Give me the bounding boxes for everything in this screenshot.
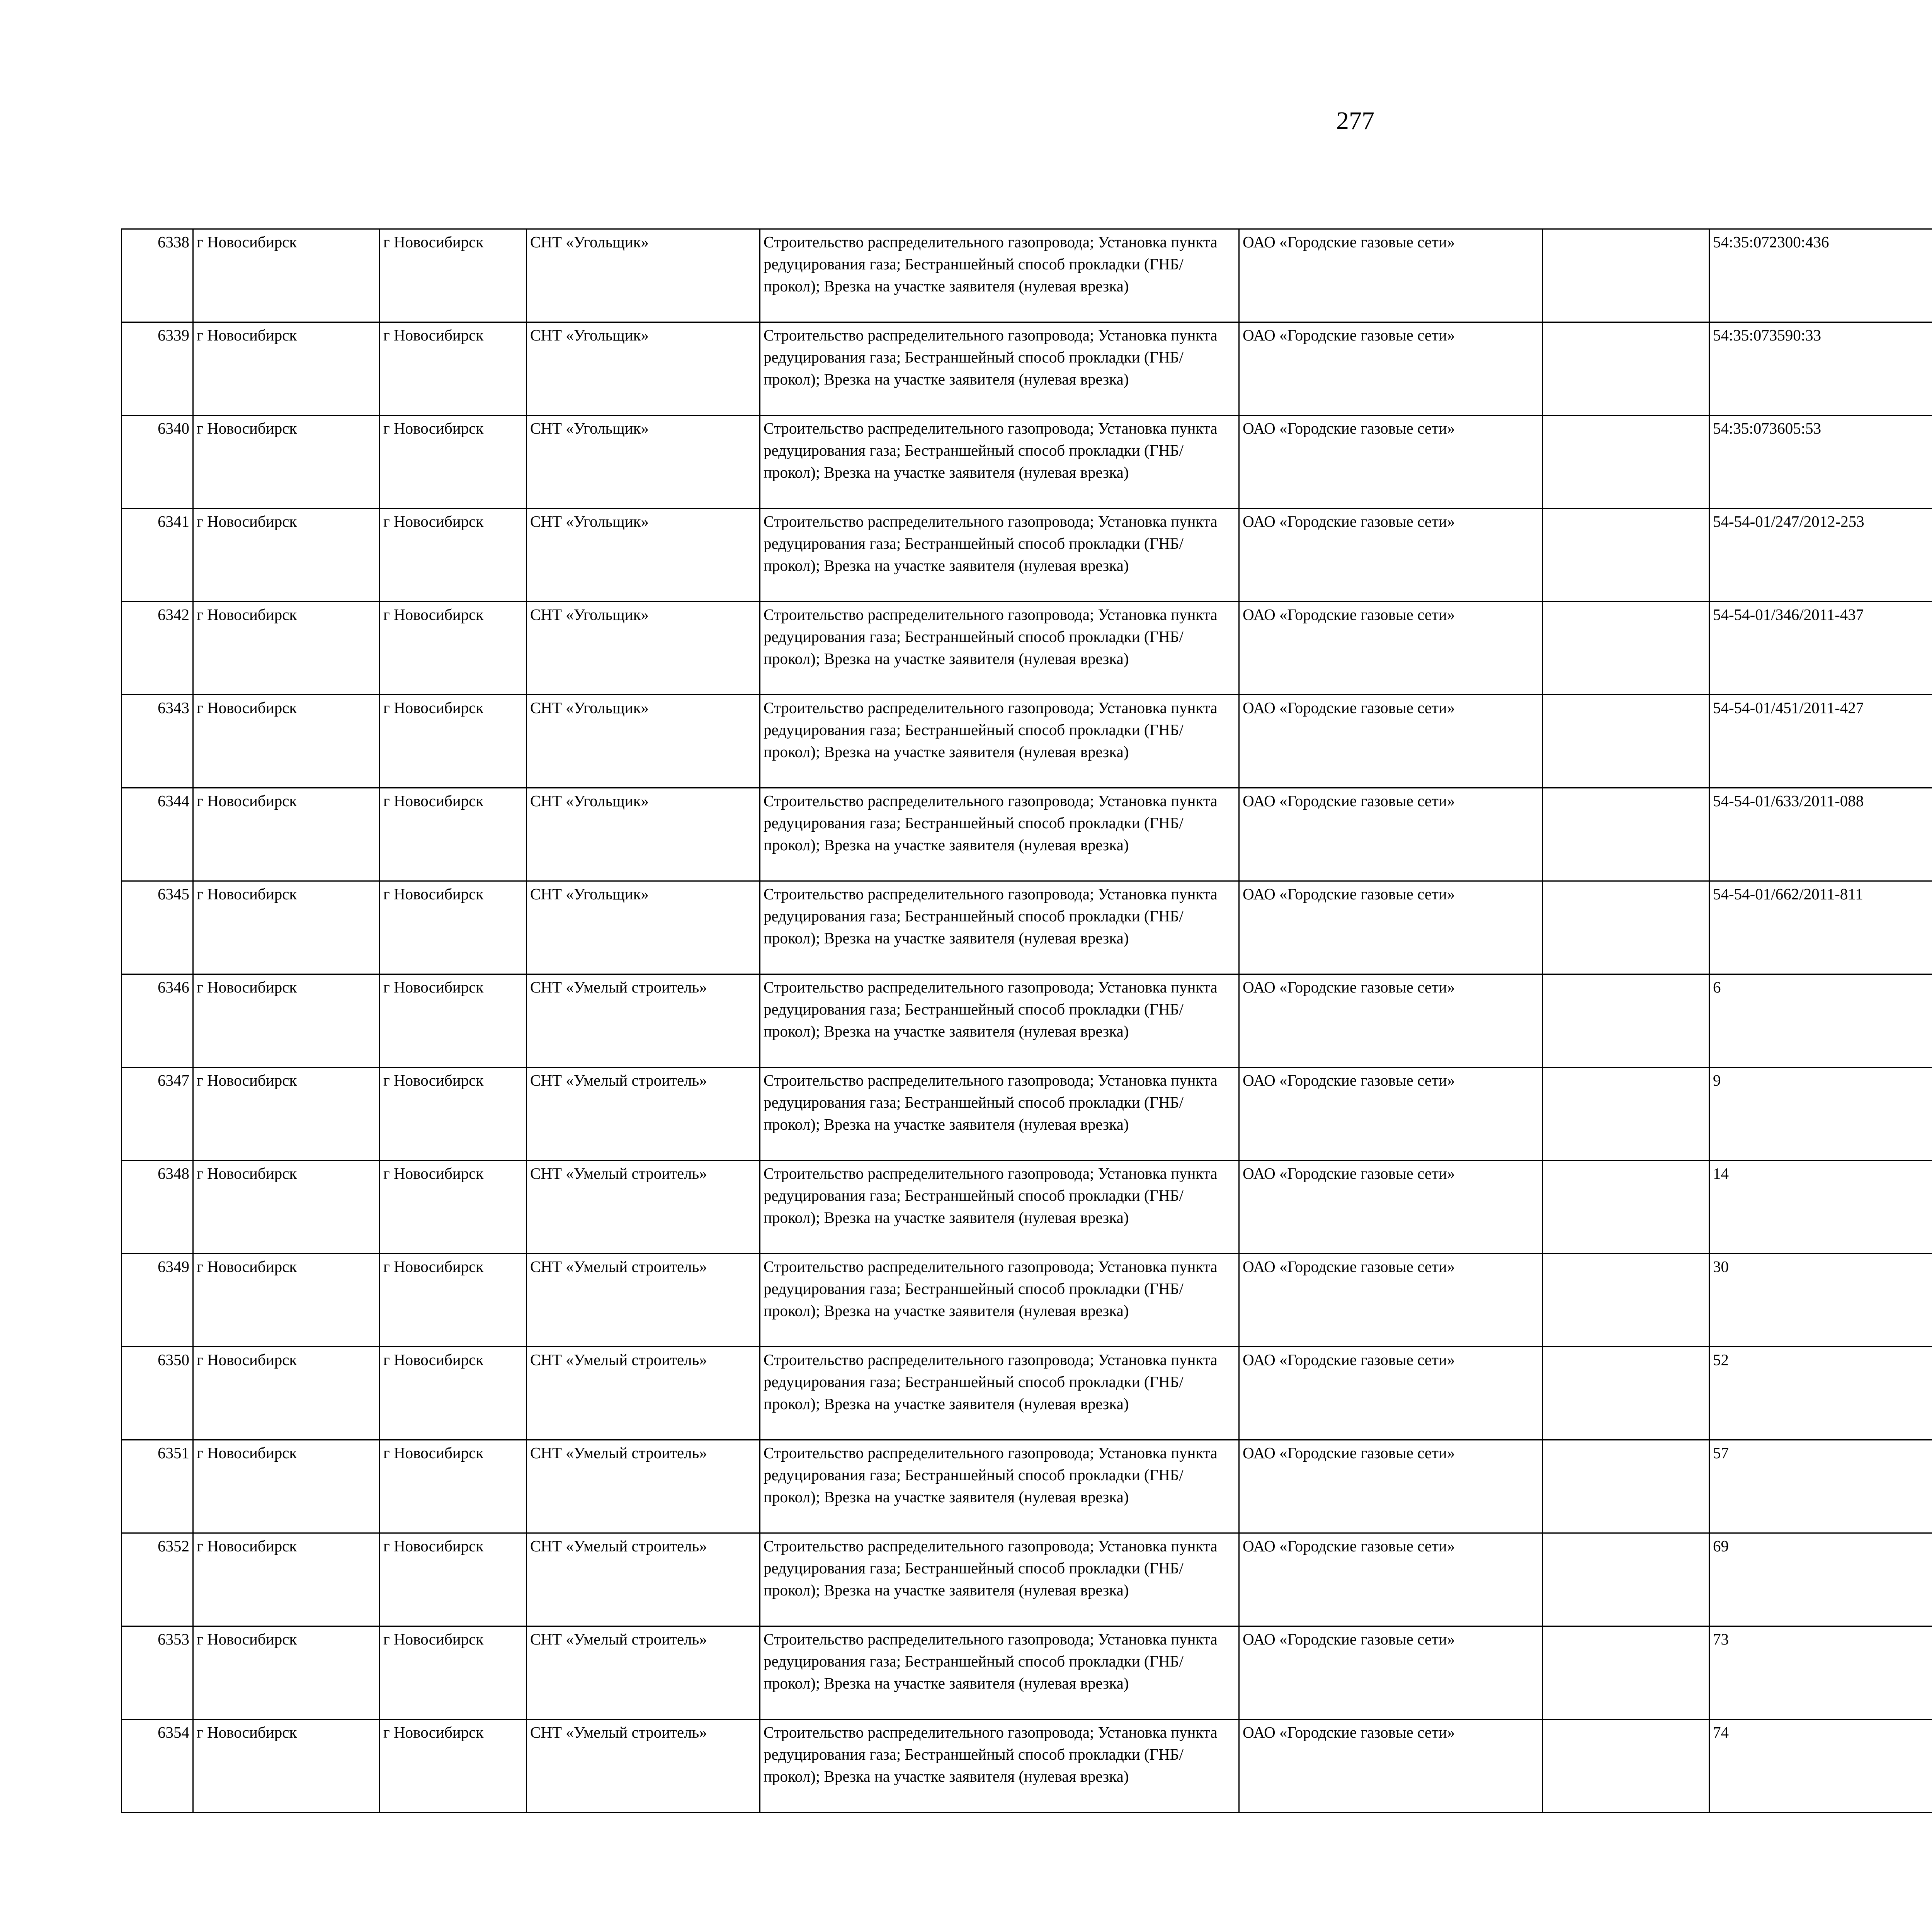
empty-cell xyxy=(1543,974,1709,1067)
object-cell: СНТ «Угольщик» xyxy=(527,881,760,974)
cadastral-number-cell: 54-54-01/247/2012-253 xyxy=(1709,509,1932,602)
table-body xyxy=(122,229,1932,1813)
registry-table xyxy=(121,228,1932,1813)
settlement-cell: г Новосибирск xyxy=(380,415,527,509)
cadastral-number-cell: 6 xyxy=(1709,974,1932,1067)
works-cell: Строительство распределительного газопровода; Установка пункта редуцирования газа; Бестраншейный способ прокладки (ГНБ/прокол); Врезка на участке заявителя (нулевая врезка) xyxy=(760,509,1239,602)
works-cell: Строительство распределительного газопровода; Установка пункта редуцирования газа; Бестраншейный способ прокладки (ГНБ/прокол); Врезка на участке заявителя (нулевая врезка) xyxy=(760,695,1239,788)
works-cell: Строительство распределительного газопровода; Установка пункта редуцирования газа; Бестраншейный способ прокладки (ГНБ/прокол); Врезка на участке заявителя (нулевая врезка) xyxy=(760,1347,1239,1440)
works-cell: Строительство распределительного газопровода; Установка пункта редуцирования газа; Бестраншейный способ прокладки (ГНБ/прокол); Врезка на участке заявителя (нулевая врезка) xyxy=(760,1533,1239,1626)
row-number-cell: 6351 xyxy=(122,1440,193,1533)
municipality-cell: г Новосибирск xyxy=(193,509,380,602)
municipality-cell: г Новосибирск xyxy=(193,1626,380,1720)
operator-cell: ОАО «Городские газовые сети» xyxy=(1239,1161,1543,1254)
works-cell: Строительство распределительного газопровода; Установка пункта редуцирования газа; Бестраншейный способ прокладки (ГНБ/прокол); Врезка на участке заявителя (нулевая врезка) xyxy=(760,788,1239,881)
cadastral-number-cell: 54-54-01/633/2011-088 xyxy=(1709,788,1932,881)
row-number-cell: 6338 xyxy=(122,229,193,322)
row-number-cell: 6348 xyxy=(122,1161,193,1254)
object-cell: СНТ «Умелый строитель» xyxy=(527,1626,760,1720)
municipality-cell: г Новосибирск xyxy=(193,1161,380,1254)
municipality-cell: г Новосибирск xyxy=(193,974,380,1067)
municipality-cell: г Новосибирск xyxy=(193,602,380,695)
table-row xyxy=(122,322,1932,415)
cadastral-number-cell: 73 xyxy=(1709,1626,1932,1720)
municipality-cell: г Новосибирск xyxy=(193,1533,380,1626)
cadastral-number-cell: 54:35:073590:33 xyxy=(1709,322,1932,415)
settlement-cell: г Новосибирск xyxy=(380,1254,527,1347)
operator-cell: ОАО «Городские газовые сети» xyxy=(1239,1254,1543,1347)
works-cell: Строительство распределительного газопровода; Установка пункта редуцирования газа; Бестраншейный способ прокладки (ГНБ/прокол); Врезка на участке заявителя (нулевая врезка) xyxy=(760,1440,1239,1533)
row-number-cell: 6339 xyxy=(122,322,193,415)
municipality-cell: г Новосибирск xyxy=(193,322,380,415)
works-cell: Строительство распределительного газопровода; Установка пункта редуцирования газа; Бестраншейный способ прокладки (ГНБ/прокол); Врезка на участке заявителя (нулевая врезка) xyxy=(760,974,1239,1067)
operator-cell: ОАО «Городские газовые сети» xyxy=(1239,1533,1543,1626)
works-cell: Строительство распределительного газопровода; Установка пункта редуцирования газа; Бестраншейный способ прокладки (ГНБ/прокол); Врезка на участке заявителя (нулевая врезка) xyxy=(760,602,1239,695)
table-row xyxy=(122,602,1932,695)
object-cell: СНТ «Угольщик» xyxy=(527,415,760,509)
table-row xyxy=(122,1440,1932,1533)
object-cell: СНТ «Угольщик» xyxy=(527,788,760,881)
table-row xyxy=(122,1347,1932,1440)
cadastral-number-cell: 54:35:073605:53 xyxy=(1709,415,1932,509)
object-cell: СНТ «Угольщик» xyxy=(527,322,760,415)
operator-cell: ОАО «Городские газовые сети» xyxy=(1239,229,1543,322)
empty-cell xyxy=(1543,881,1709,974)
table-row xyxy=(122,881,1932,974)
cadastral-number-cell: 54-54-01/346/2011-437 xyxy=(1709,602,1932,695)
works-cell: Строительство распределительного газопровода; Установка пункта редуцирования газа; Бестраншейный способ прокладки (ГНБ/прокол); Врезка на участке заявителя (нулевая врезка) xyxy=(760,1161,1239,1254)
row-number-cell: 6349 xyxy=(122,1254,193,1347)
operator-cell: ОАО «Городские газовые сети» xyxy=(1239,881,1543,974)
object-cell: СНТ «Умелый строитель» xyxy=(527,974,760,1067)
municipality-cell: г Новосибирск xyxy=(193,229,380,322)
object-cell: СНТ «Угольщик» xyxy=(527,695,760,788)
works-cell: Строительство распределительного газопровода; Установка пункта редуцирования газа; Бестраншейный способ прокладки (ГНБ/прокол); Врезка на участке заявителя (нулевая врезка) xyxy=(760,322,1239,415)
cadastral-number-cell: 54:35:072300:436 xyxy=(1709,229,1932,322)
settlement-cell: г Новосибирск xyxy=(380,602,527,695)
empty-cell xyxy=(1543,1626,1709,1720)
municipality-cell: г Новосибирск xyxy=(193,415,380,509)
settlement-cell: г Новосибирск xyxy=(380,1720,527,1813)
operator-cell: ОАО «Городские газовые сети» xyxy=(1239,974,1543,1067)
cadastral-number-cell: 52 xyxy=(1709,1347,1932,1440)
operator-cell: ОАО «Городские газовые сети» xyxy=(1239,788,1543,881)
municipality-cell: г Новосибирск xyxy=(193,1720,380,1813)
object-cell: СНТ «Угольщик» xyxy=(527,229,760,322)
municipality-cell: г Новосибирск xyxy=(193,1067,380,1161)
table-row xyxy=(122,509,1932,602)
settlement-cell: г Новосибирск xyxy=(380,509,527,602)
empty-cell xyxy=(1543,1161,1709,1254)
object-cell: СНТ «Умелый строитель» xyxy=(527,1533,760,1626)
municipality-cell: г Новосибирск xyxy=(193,1440,380,1533)
empty-cell xyxy=(1543,1254,1709,1347)
settlement-cell: г Новосибирск xyxy=(380,695,527,788)
settlement-cell: г Новосибирск xyxy=(380,1067,527,1161)
operator-cell: ОАО «Городские газовые сети» xyxy=(1239,1440,1543,1533)
cadastral-number-cell: 54-54-01/451/2011-427 xyxy=(1709,695,1932,788)
empty-cell xyxy=(1543,788,1709,881)
row-number-cell: 6342 xyxy=(122,602,193,695)
operator-cell: ОАО «Городские газовые сети» xyxy=(1239,1347,1543,1440)
table-row xyxy=(122,788,1932,881)
empty-cell xyxy=(1543,415,1709,509)
row-number-cell: 6354 xyxy=(122,1720,193,1813)
cadastral-number-cell: 14 xyxy=(1709,1161,1932,1254)
table-row xyxy=(122,1533,1932,1626)
row-number-cell: 6346 xyxy=(122,974,193,1067)
empty-cell xyxy=(1543,509,1709,602)
page-number: 277 xyxy=(1336,107,1374,135)
operator-cell: ОАО «Городские газовые сети» xyxy=(1239,695,1543,788)
operator-cell: ОАО «Городские газовые сети» xyxy=(1239,1067,1543,1161)
empty-cell xyxy=(1543,1720,1709,1813)
empty-cell xyxy=(1543,602,1709,695)
settlement-cell: г Новосибирск xyxy=(380,1533,527,1626)
object-cell: СНТ «Угольщик» xyxy=(527,602,760,695)
municipality-cell: г Новосибирск xyxy=(193,788,380,881)
settlement-cell: г Новосибирск xyxy=(380,1440,527,1533)
cadastral-number-cell: 57 xyxy=(1709,1440,1932,1533)
operator-cell: ОАО «Городские газовые сети» xyxy=(1239,602,1543,695)
table-row xyxy=(122,1161,1932,1254)
cadastral-number-cell: 9 xyxy=(1709,1067,1932,1161)
works-cell: Строительство распределительного газопровода; Установка пункта редуцирования газа; Бестраншейный способ прокладки (ГНБ/прокол); Врезка на участке заявителя (нулевая врезка) xyxy=(760,1720,1239,1813)
table-row xyxy=(122,1720,1932,1813)
settlement-cell: г Новосибирск xyxy=(380,322,527,415)
row-number-cell: 6350 xyxy=(122,1347,193,1440)
table-row xyxy=(122,229,1932,322)
table-row xyxy=(122,415,1932,509)
object-cell: СНТ «Умелый строитель» xyxy=(527,1161,760,1254)
cadastral-number-cell: 30 xyxy=(1709,1254,1932,1347)
object-cell: СНТ «Умелый строитель» xyxy=(527,1440,760,1533)
works-cell: Строительство распределительного газопровода; Установка пункта редуцирования газа; Бестраншейный способ прокладки (ГНБ/прокол); Врезка на участке заявителя (нулевая врезка) xyxy=(760,1626,1239,1720)
works-cell: Строительство распределительного газопровода; Установка пункта редуцирования газа; Бестраншейный способ прокладки (ГНБ/прокол); Врезка на участке заявителя (нулевая врезка) xyxy=(760,1067,1239,1161)
row-number-cell: 6341 xyxy=(122,509,193,602)
table-row xyxy=(122,1067,1932,1161)
row-number-cell: 6347 xyxy=(122,1067,193,1161)
row-number-cell: 6352 xyxy=(122,1533,193,1626)
empty-cell xyxy=(1543,1067,1709,1161)
works-cell: Строительство распределительного газопровода; Установка пункта редуцирования газа; Бестраншейный способ прокладки (ГНБ/прокол); Врезка на участке заявителя (нулевая врезка) xyxy=(760,229,1239,322)
table-row xyxy=(122,974,1932,1067)
municipality-cell: г Новосибирск xyxy=(193,881,380,974)
object-cell: СНТ «Умелый строитель» xyxy=(527,1347,760,1440)
municipality-cell: г Новосибирск xyxy=(193,695,380,788)
settlement-cell: г Новосибирск xyxy=(380,1626,527,1720)
works-cell: Строительство распределительного газопровода; Установка пункта редуцирования газа; Бестраншейный способ прокладки (ГНБ/прокол); Врезка на участке заявителя (нулевая врезка) xyxy=(760,415,1239,509)
row-number-cell: 6344 xyxy=(122,788,193,881)
municipality-cell: г Новосибирск xyxy=(193,1254,380,1347)
operator-cell: ОАО «Городские газовые сети» xyxy=(1239,415,1543,509)
settlement-cell: г Новосибирск xyxy=(380,1161,527,1254)
cadastral-number-cell: 69 xyxy=(1709,1533,1932,1626)
object-cell: СНТ «Умелый строитель» xyxy=(527,1067,760,1161)
table-row xyxy=(122,695,1932,788)
operator-cell: ОАО «Городские газовые сети» xyxy=(1239,322,1543,415)
row-number-cell: 6343 xyxy=(122,695,193,788)
works-cell: Строительство распределительного газопровода; Установка пункта редуцирования газа; Бестраншейный способ прокладки (ГНБ/прокол); Врезка на участке заявителя (нулевая врезка) xyxy=(760,1254,1239,1347)
operator-cell: ОАО «Городские газовые сети» xyxy=(1239,509,1543,602)
municipality-cell: г Новосибирск xyxy=(193,1347,380,1440)
operator-cell: ОАО «Городские газовые сети» xyxy=(1239,1626,1543,1720)
settlement-cell: г Новосибирск xyxy=(380,974,527,1067)
object-cell: СНТ «Умелый строитель» xyxy=(527,1254,760,1347)
table-row xyxy=(122,1626,1932,1720)
object-cell: СНТ «Угольщик» xyxy=(527,509,760,602)
cadastral-number-cell: 74 xyxy=(1709,1720,1932,1813)
table-row xyxy=(122,1254,1932,1347)
empty-cell xyxy=(1543,322,1709,415)
empty-cell xyxy=(1543,1440,1709,1533)
row-number-cell: 6353 xyxy=(122,1626,193,1720)
empty-cell xyxy=(1543,695,1709,788)
settlement-cell: г Новосибирск xyxy=(380,1347,527,1440)
settlement-cell: г Новосибирск xyxy=(380,788,527,881)
empty-cell xyxy=(1543,1533,1709,1626)
empty-cell xyxy=(1543,229,1709,322)
object-cell: СНТ «Умелый строитель» xyxy=(527,1720,760,1813)
works-cell: Строительство распределительного газопровода; Установка пункта редуцирования газа; Бестраншейный способ прокладки (ГНБ/прокол); Врезка на участке заявителя (нулевая врезка) xyxy=(760,881,1239,974)
empty-cell xyxy=(1543,1347,1709,1440)
settlement-cell: г Новосибирск xyxy=(380,229,527,322)
operator-cell: ОАО «Городские газовые сети» xyxy=(1239,1720,1543,1813)
row-number-cell: 6345 xyxy=(122,881,193,974)
row-number-cell: 6340 xyxy=(122,415,193,509)
settlement-cell: г Новосибирск xyxy=(380,881,527,974)
cadastral-number-cell: 54-54-01/662/2011-811 xyxy=(1709,881,1932,974)
